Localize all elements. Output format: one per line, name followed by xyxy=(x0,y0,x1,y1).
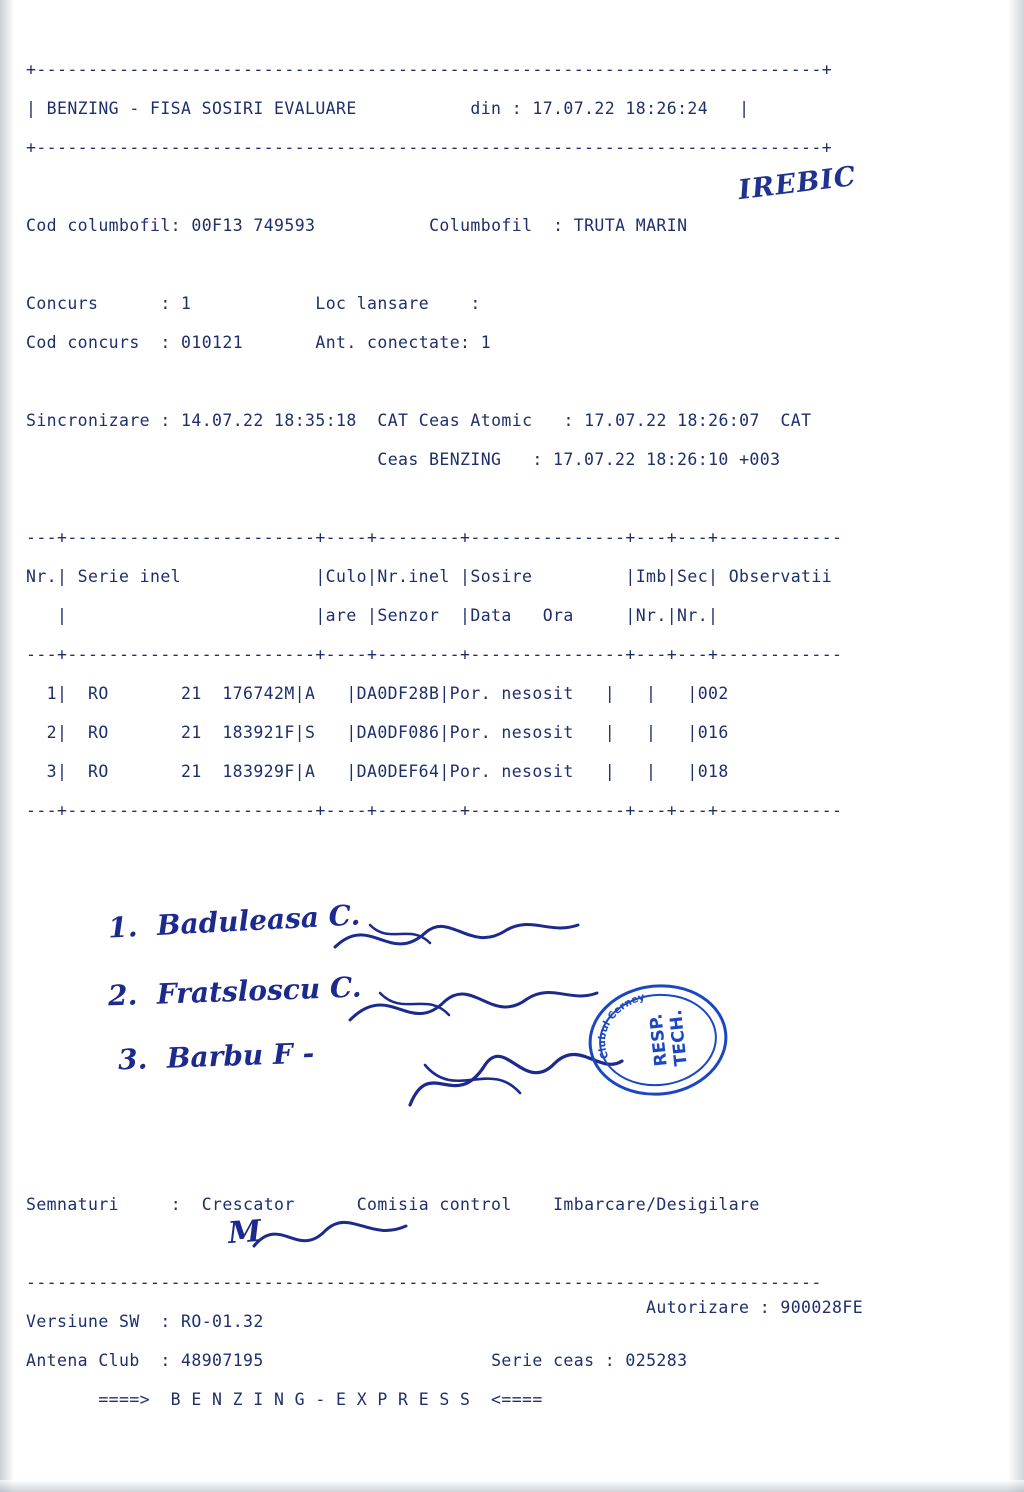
signature-scribble-2 xyxy=(345,975,605,1045)
sp13 xyxy=(532,411,563,430)
table-row: 3| RO 21 183929F|A |DA0DEF64|Por. nesosit | | |018 xyxy=(26,761,729,781)
sp1 xyxy=(181,216,191,235)
title-bar-left: | xyxy=(26,98,47,118)
spf5 xyxy=(140,1351,161,1370)
table-row: 1| RO 21 176742M|A |DA0DF28B|Por. nesosit | | |002 xyxy=(26,683,729,703)
ceas-benzing-label: Ceas BENZING xyxy=(377,449,502,469)
table-rule-mid: ---+------------------------+----+--------+---------------+---+---+------------ xyxy=(26,644,843,664)
concurs-label: Concurs xyxy=(26,293,99,313)
comisia-control-label: Comisia control xyxy=(356,1194,512,1214)
ant-conectate-value: 1 xyxy=(480,332,492,352)
sp8 xyxy=(243,333,315,352)
printed-report-body xyxy=(26,40,986,859)
signature-line-3: 3. Barbu F - xyxy=(117,1036,315,1077)
spacer-line-3 xyxy=(26,372,986,392)
title-spacer-2 xyxy=(522,99,532,118)
sp4 xyxy=(98,294,160,313)
versiune-sw-value: : RO-01.32 xyxy=(160,1311,264,1331)
table-header-row-2: | |are |Senzor |Data Ora |Nr.|Nr.| xyxy=(26,605,719,625)
loc-lansare-value: : xyxy=(470,293,481,313)
cod-concurs-label: Cod concurs xyxy=(26,332,140,352)
sp5 xyxy=(191,294,315,313)
spf1 xyxy=(119,1195,171,1214)
versiune-sw-label: Versiune SW xyxy=(26,1311,140,1331)
header-din-label: din : xyxy=(470,98,523,118)
footer-rule: ----------------------------------------------------------------------------- xyxy=(26,1272,822,1292)
table-header-row-1: Nr.| Serie inel |Culo|Nr.inel |Sosire |Imb|Sec| Observatii xyxy=(26,566,833,586)
title-spacer xyxy=(357,99,471,118)
page-title: BENZING - FISA SOSIRI EVALUARE xyxy=(46,98,357,118)
autorizare-label: Autorizare xyxy=(646,1297,750,1317)
spacer-line-1 xyxy=(26,177,986,197)
ceas-benzing-value: : 17.07.22 18:26:10 +003 xyxy=(532,449,781,469)
sp11 xyxy=(357,411,378,430)
svg-text:RESP.: RESP. xyxy=(646,1012,672,1068)
crescator-signature: M xyxy=(226,1213,263,1252)
svg-text:Clubul Cerney: Clubul Cerney xyxy=(597,991,646,1061)
paper-edge-bottom xyxy=(0,1480,1024,1492)
spacer-line-2 xyxy=(26,255,986,275)
serie-ceas-value: : 025283 xyxy=(604,1350,688,1370)
table-rule-top: ---+------------------------+----+--------+---------------+---+---+------------ xyxy=(26,527,843,547)
ceas-atomic-suffix: CAT xyxy=(780,410,812,430)
line-semnaturi xyxy=(26,1195,986,1215)
line-cod-columbofil xyxy=(26,216,986,236)
sp16 xyxy=(501,450,532,469)
signature-scribble-1 xyxy=(330,905,590,975)
loc-lansare-label: Loc lansare xyxy=(315,293,430,313)
rule-under-header: +----------------------------------------------------------------------------+ xyxy=(26,137,833,157)
benzing-express-banner: ====> B E N Z I N G - E X P R E S S <==== xyxy=(98,1389,543,1409)
line-concurs xyxy=(26,294,986,314)
semnaturi-label: Semnaturi xyxy=(26,1194,120,1214)
sp3 xyxy=(532,216,553,235)
spf3 xyxy=(512,1195,553,1214)
signature-line-2: 2. Fratsloscu C. xyxy=(107,970,362,1013)
loc-lansare-handwritten: IREBIC xyxy=(736,160,859,207)
sp15 xyxy=(26,450,377,469)
autorizare-value: : 900028FE xyxy=(759,1297,864,1317)
line-sincronizare xyxy=(26,411,986,431)
title-line xyxy=(26,99,986,119)
sp10 xyxy=(150,411,160,430)
svg-text:TECH.: TECH. xyxy=(665,1008,692,1067)
ant-conectate-label: Ant. conectate: xyxy=(315,332,471,352)
imbarcare-label: Imbarcare/Desigilare xyxy=(553,1194,760,1214)
footer-spacer-1 xyxy=(26,1234,986,1254)
concurs-value: : 1 xyxy=(160,293,192,313)
paper-edge-left xyxy=(0,0,14,1492)
line-ceas-benzing xyxy=(26,450,986,470)
sp6 xyxy=(429,294,470,313)
sincronizare-suffix: CAT xyxy=(377,410,409,430)
round-stamp xyxy=(580,975,735,1105)
columbofil-value: : TRUTA MARIN xyxy=(553,215,688,235)
cod-columbofil-value: 00F13 749593 xyxy=(191,215,316,235)
ceas-atomic-value: : 17.07.22 18:26:07 xyxy=(563,410,760,430)
columbofil-label: Columbofil xyxy=(429,215,533,235)
spacer-line-4 xyxy=(26,489,986,509)
header-datetime: 17.07.22 18:26:24 xyxy=(532,98,709,118)
sp2 xyxy=(315,216,429,235)
title-bar-right: | xyxy=(708,98,750,118)
sp7 xyxy=(140,333,161,352)
table-rule-bottom: ---+------------------------+----+--------+---------------+---+---+------------ xyxy=(26,800,843,820)
antena-club-value: : 48907195 xyxy=(160,1350,264,1370)
line-autorizare xyxy=(646,1298,986,1318)
spf8 xyxy=(26,1390,98,1409)
spf6 xyxy=(264,1351,491,1370)
rule-top: +----------------------------------------------------------------------------+ xyxy=(26,59,833,79)
spf7 xyxy=(594,1351,604,1370)
serie-ceas-label: Serie ceas xyxy=(491,1350,595,1370)
sp14 xyxy=(760,411,781,430)
sincronizare-value: : 14.07.22 18:35:18 xyxy=(160,410,357,430)
cod-columbofil-label: Cod columbofil: xyxy=(26,215,182,235)
semnaturi-value: : Crescator xyxy=(170,1194,295,1214)
cod-concurs-value: : 010121 xyxy=(160,332,244,352)
signature-line-1: 1. Baduleasa C. xyxy=(107,898,361,945)
printed-footer-right-block xyxy=(646,1278,986,1356)
spf9 xyxy=(749,1298,759,1317)
spf4 xyxy=(140,1312,161,1331)
table-row: 2| RO 21 183921F|S |DA0DF086|Por. nesosit | | |016 xyxy=(26,722,729,742)
paper-edge-right xyxy=(1008,0,1024,1492)
sincronizare-label: Sincronizare xyxy=(26,410,151,430)
sp12 xyxy=(408,411,418,430)
line-benzing-express xyxy=(26,1390,986,1410)
antena-club-label: Antena Club xyxy=(26,1350,140,1370)
ceas-atomic-label: Ceas Atomic xyxy=(418,410,533,430)
sp9 xyxy=(470,333,480,352)
line-cod-concurs xyxy=(26,333,986,353)
spf2 xyxy=(295,1195,357,1214)
